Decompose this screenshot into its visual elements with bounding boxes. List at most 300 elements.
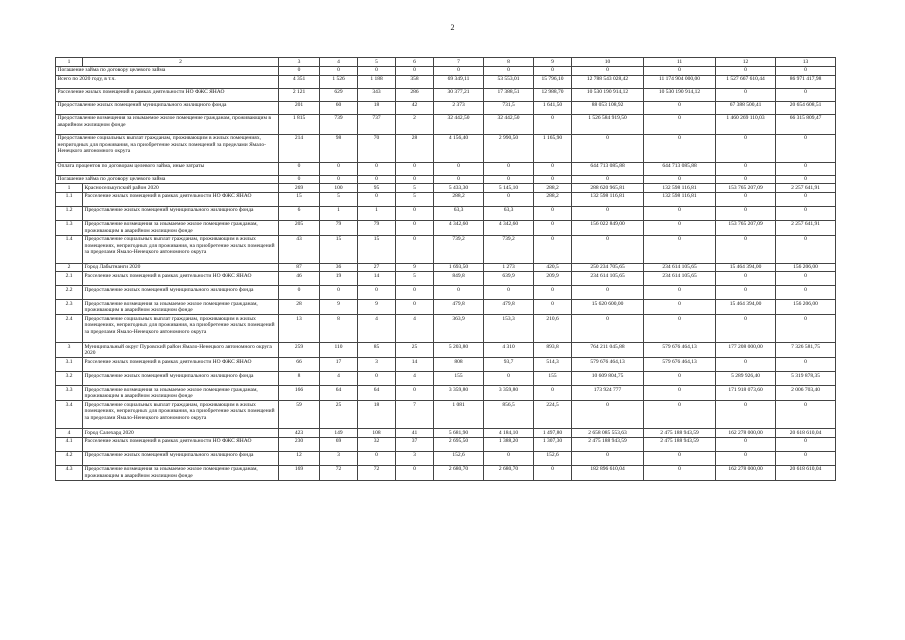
- row-name: Расселение жилых помещений в рамках деятельности НО ФЖС ЯНАО: [83, 437, 279, 451]
- column-header: 9: [534, 58, 572, 67]
- row-value: 0: [572, 206, 644, 220]
- row-value: 2 680,70: [484, 465, 534, 480]
- row-value: 0: [776, 88, 836, 101]
- row-value: 2 475 188 943,59: [572, 437, 644, 451]
- row-value: 579 676 464,13: [644, 343, 716, 358]
- row-value: 17 388,51: [484, 88, 534, 101]
- row-value: 4: [396, 315, 434, 343]
- row-value: 171 918 073,60: [716, 386, 776, 401]
- row-value: 2 006 703,40: [776, 386, 836, 401]
- row-value: 0: [396, 235, 434, 263]
- row-value: 20 618 610,04: [776, 465, 836, 480]
- row-value: 4 342,60: [434, 220, 484, 235]
- row-value: 0: [644, 372, 716, 386]
- row-value: 63,3: [434, 206, 484, 220]
- row-value: 36: [320, 263, 358, 272]
- row-value: 1 188: [358, 75, 396, 88]
- table-row: [56, 192, 836, 206]
- row-value: 6: [279, 206, 320, 220]
- row-value: 132 598 116,81: [644, 192, 716, 206]
- row-value: 4 156,40: [434, 134, 484, 162]
- row-value: 0: [534, 162, 572, 175]
- row-value: 25: [396, 343, 434, 358]
- row-value: 0: [534, 114, 572, 134]
- row-value: 0: [644, 465, 716, 480]
- row-value: 28: [279, 300, 320, 315]
- column-header: 4: [320, 58, 358, 67]
- row-value: 2 658 085 553,63: [572, 429, 644, 438]
- row-value: 25: [320, 401, 358, 429]
- row-value: 153 765 207,09: [716, 184, 776, 193]
- row-value: 182 896 610,04: [572, 465, 644, 480]
- row-value: 234 614 105,65: [644, 263, 716, 272]
- row-name: Погашение займа по договору целевого займа: [56, 175, 279, 184]
- row-value: 37: [396, 437, 434, 451]
- row-value: 100: [320, 184, 358, 193]
- page-number: 2: [450, 23, 455, 32]
- row-value: 0: [572, 134, 644, 162]
- row-number: 2.2: [56, 286, 83, 300]
- row-value: 286: [396, 88, 434, 101]
- row-name: Предоставление жилых помещений муниципального жилищного фонда: [83, 372, 279, 386]
- row-value: 11 174 904 000,00: [644, 75, 716, 88]
- row-value: 1 388,20: [484, 437, 534, 451]
- row-value: 72: [358, 465, 396, 480]
- row-value: 0: [534, 386, 572, 401]
- row-value: 162 278 000,00: [716, 465, 776, 480]
- row-value: 0: [434, 175, 484, 184]
- row-value: 0: [484, 372, 534, 386]
- row-value: 644 713 085,88: [644, 162, 716, 175]
- row-name: Предоставление возмещения за изымаемое жилое помещение гражданам, проживающим в аварийном жилищном фонде: [83, 300, 279, 315]
- row-value: 288,2: [534, 192, 572, 206]
- row-value: 0: [434, 66, 484, 75]
- row-value: 0: [534, 175, 572, 184]
- row-value: 579 676 464,13: [644, 358, 716, 372]
- row-value: 67 388 500,41: [716, 101, 776, 114]
- row-value: 2 373: [434, 101, 484, 114]
- row-value: 64: [358, 386, 396, 401]
- row-value: 5 289 926,40: [716, 372, 776, 386]
- row-value: 250 234 705,65: [572, 263, 644, 272]
- row-value: 32: [358, 437, 396, 451]
- row-value: 5: [320, 192, 358, 206]
- row-value: 1 815: [279, 114, 320, 134]
- row-value: 0: [716, 66, 776, 75]
- row-value: 5 203,80: [434, 343, 484, 358]
- row-value: 15: [358, 235, 396, 263]
- table-row: [56, 101, 836, 114]
- row-value: 166: [279, 386, 320, 401]
- row-name: Город Лабытнанги 2020: [83, 263, 279, 272]
- row-value: 1: [358, 206, 396, 220]
- row-value: 153,3: [484, 315, 534, 343]
- row-value: 224,5: [534, 401, 572, 429]
- row-value: 0: [396, 206, 434, 220]
- row-number: 4.1: [56, 437, 83, 451]
- row-value: 849,8: [434, 272, 484, 286]
- row-value: 64: [320, 386, 358, 401]
- row-value: 59: [279, 401, 320, 429]
- row-number: 1.3: [56, 220, 83, 235]
- row-value: 20 618 610,04: [776, 429, 836, 438]
- row-number: 2: [56, 263, 83, 272]
- row-value: 53 553,01: [484, 75, 534, 88]
- table-row: [56, 162, 836, 175]
- row-value: 79: [320, 220, 358, 235]
- row-value: 514,3: [534, 358, 572, 372]
- row-value: 85: [358, 343, 396, 358]
- column-header: 6: [396, 58, 434, 67]
- row-value: 8: [320, 315, 358, 343]
- row-value: 0: [572, 401, 644, 429]
- row-value: 12 788 543 028,42: [572, 75, 644, 88]
- row-number: 4: [56, 429, 83, 438]
- row-value: 69: [320, 437, 358, 451]
- row-value: 479,8: [484, 300, 534, 315]
- row-number: 1: [56, 184, 83, 193]
- row-value: 72: [320, 465, 358, 480]
- row-value: 5 145,10: [484, 184, 534, 193]
- row-value: 0: [484, 192, 534, 206]
- row-value: 0: [320, 66, 358, 75]
- row-value: 0: [776, 206, 836, 220]
- table-row: [56, 114, 836, 134]
- row-value: 1: [320, 206, 358, 220]
- row-value: 132 598 116,81: [572, 192, 644, 206]
- table-row: [56, 175, 836, 184]
- row-value: 173 924 777: [572, 386, 644, 401]
- row-value: 87: [279, 263, 320, 272]
- row-value: 4: [396, 372, 434, 386]
- row-value: 15 620 600,00: [572, 300, 644, 315]
- row-value: 0: [358, 192, 396, 206]
- row-value: 5 433,30: [434, 184, 484, 193]
- row-value: 14: [358, 272, 396, 286]
- row-value: 0: [358, 451, 396, 465]
- row-value: 27: [358, 263, 396, 272]
- row-value: 0: [644, 134, 716, 162]
- row-value: 0: [572, 451, 644, 465]
- row-value: 4 351: [279, 75, 320, 88]
- row-value: 42: [396, 101, 434, 114]
- row-value: 1 460 269 110,03: [716, 114, 776, 134]
- row-value: 2 475 188 943,59: [644, 437, 716, 451]
- row-number: 2.3: [56, 300, 83, 315]
- row-value: 808: [434, 358, 484, 372]
- row-value: 0: [279, 66, 320, 75]
- row-value: 0: [396, 300, 434, 315]
- row-name: Расселение жилых помещений в рамках деятельности НО ФЖС ЯНАО: [56, 88, 279, 101]
- row-value: 28: [396, 134, 434, 162]
- row-value: 43: [279, 235, 320, 263]
- row-value: 0: [279, 162, 320, 175]
- table-row: [56, 343, 836, 358]
- row-number: 1.4: [56, 235, 83, 263]
- row-value: 209,9: [534, 272, 572, 286]
- row-value: 0: [644, 401, 716, 429]
- row-value: 1 693,50: [434, 263, 484, 272]
- table-row: [56, 358, 836, 372]
- row-value: 0: [776, 286, 836, 300]
- row-value: 14: [396, 358, 434, 372]
- column-header: 8: [484, 58, 534, 67]
- row-name: Предоставление социальных выплат гражданам, проживающим в жилых помещениях, непригодных для проживания, на приобретение жилых помещений за пределами Ямало-Ненецкого автономного округа: [83, 235, 279, 263]
- row-value: 149: [320, 429, 358, 438]
- row-name: Погашение займа по договору целевого займа: [56, 66, 279, 75]
- row-value: 0: [572, 66, 644, 75]
- table-row: [56, 465, 836, 480]
- row-value: 0: [716, 134, 776, 162]
- row-value: 30 377,21: [434, 88, 484, 101]
- row-value: 0: [534, 206, 572, 220]
- row-value: 132 598 116,81: [644, 184, 716, 193]
- row-value: 8: [279, 372, 320, 386]
- row-name: Расселение жилых помещений в рамках деятельности НО ФЖС ЯНАО: [83, 272, 279, 286]
- row-value: 60: [320, 101, 358, 114]
- table-header-row: [56, 58, 836, 67]
- row-value: 15 464 394,00: [716, 263, 776, 272]
- row-value: 41: [396, 429, 434, 438]
- row-value: 639,9: [484, 272, 534, 286]
- row-value: 0: [396, 220, 434, 235]
- row-value: 0: [776, 175, 836, 184]
- table-row: [56, 401, 836, 429]
- row-value: 18: [358, 101, 396, 114]
- row-value: 152,6: [534, 451, 572, 465]
- table-row: [56, 184, 836, 193]
- row-value: 739,2: [434, 235, 484, 263]
- row-value: 0: [716, 192, 776, 206]
- row-value: 0: [776, 134, 836, 162]
- row-value: 0: [484, 66, 534, 75]
- row-value: 0: [776, 401, 836, 429]
- row-name: Расселение жилых помещений в рамках деятельности НО ФЖС ЯНАО: [83, 358, 279, 372]
- row-value: 70: [358, 134, 396, 162]
- row-value: 343: [358, 88, 396, 101]
- row-value: 0: [572, 235, 644, 263]
- row-name: Расселение жилых помещений в рамках деятельности НО ФЖС ЯНАО: [83, 192, 279, 206]
- row-value: 155: [534, 372, 572, 386]
- row-value: 269: [279, 184, 320, 193]
- row-number: 2.1: [56, 272, 83, 286]
- row-value: 2 680,70: [434, 465, 484, 480]
- row-value: 0: [716, 175, 776, 184]
- row-value: 0: [358, 175, 396, 184]
- row-name: Предоставление жилых помещений муниципального жилищного фонда: [83, 451, 279, 465]
- row-value: 0: [534, 286, 572, 300]
- row-value: 288,2: [434, 192, 484, 206]
- row-name: Предоставление социальных выплат гражданам, проживающим в жилых помещениях, непригодных для проживания, на приобретение жилых помещений за пределами Ямало-Ненецкого автономного округа: [83, 401, 279, 429]
- row-value: 9: [358, 300, 396, 315]
- row-name: Всего по 2020 году, в т.ч.: [56, 75, 279, 88]
- row-value: 5: [396, 192, 434, 206]
- row-value: 0: [358, 372, 396, 386]
- row-value: 66: [279, 358, 320, 372]
- row-name: Предоставление возмещения за изымаемое жилое помещение гражданам, проживающим в аварийном жилищном фонде: [83, 386, 279, 401]
- table-row: [56, 134, 836, 162]
- row-value: 19: [320, 272, 358, 286]
- row-value: 739,2: [484, 235, 534, 263]
- row-value: 169: [279, 465, 320, 480]
- row-value: 2 475 188 943,59: [644, 429, 716, 438]
- row-number: 1.1: [56, 192, 83, 206]
- row-value: 9: [320, 300, 358, 315]
- row-value: 0: [358, 162, 396, 175]
- row-value: 153 765 207,09: [716, 220, 776, 235]
- row-name: Красноселькупский район 2020: [83, 184, 279, 193]
- column-header: 11: [644, 58, 716, 67]
- row-value: 32 442,50: [484, 114, 534, 134]
- row-value: 10 530 190 914,12: [572, 88, 644, 101]
- row-value: 856,5: [484, 401, 534, 429]
- row-name: Предоставление социальных выплат гражданам, проживающим в жилых помещениях, непригодных для проживания, на приобретение жилых помещений за пределами Ямало-Ненецкого автономного округа: [56, 134, 279, 162]
- row-number: 4.2: [56, 451, 83, 465]
- row-value: 2 990,50: [484, 134, 534, 162]
- row-value: 0: [572, 315, 644, 343]
- row-number: 3.2: [56, 372, 83, 386]
- row-number: 3.4: [56, 401, 83, 429]
- row-value: 0: [572, 286, 644, 300]
- table-row: [56, 235, 836, 263]
- row-value: 0: [534, 66, 572, 75]
- row-value: 0: [534, 300, 572, 315]
- row-value: 0: [644, 315, 716, 343]
- table-row: [56, 75, 836, 88]
- row-value: 1 307,30: [534, 437, 572, 451]
- row-value: 10 609 804,75: [572, 372, 644, 386]
- table-row: [56, 66, 836, 75]
- row-value: 0: [716, 162, 776, 175]
- row-value: 156 206,00: [776, 300, 836, 315]
- row-value: 20 654 608,51: [776, 101, 836, 114]
- row-value: 1 526 584 919,50: [572, 114, 644, 134]
- row-value: 1 081: [434, 401, 484, 429]
- row-value: 0: [534, 465, 572, 480]
- row-value: 0: [396, 286, 434, 300]
- row-value: 3: [358, 358, 396, 372]
- row-value: 0: [572, 175, 644, 184]
- row-number: 2.4: [56, 315, 83, 343]
- row-name: Предоставление социальных выплат гражданам, проживающим в жилых помещениях, непригодных для проживания, на приобретение жилых помещений за пределами Ямало-Ненецкого автономного округа: [83, 315, 279, 343]
- row-value: 234 614 105,65: [644, 272, 716, 286]
- row-value: 0: [320, 286, 358, 300]
- row-value: 0: [644, 114, 716, 134]
- table-row: [56, 272, 836, 286]
- table-row: [56, 429, 836, 438]
- row-value: 0: [434, 162, 484, 175]
- row-value: 156 022 849,00: [572, 220, 644, 235]
- row-value: 0: [716, 235, 776, 263]
- column-header: 10: [572, 58, 644, 67]
- row-value: 579 676 464,13: [572, 358, 644, 372]
- row-value: 4: [358, 315, 396, 343]
- row-value: 0: [716, 437, 776, 451]
- row-value: 12: [279, 451, 320, 465]
- row-value: 5: [396, 184, 434, 193]
- row-value: 0: [534, 235, 572, 263]
- row-value: 110: [320, 343, 358, 358]
- row-value: 2: [396, 114, 434, 134]
- row-value: 234 614 105,65: [572, 272, 644, 286]
- row-value: 0: [776, 437, 836, 451]
- row-value: 0: [716, 358, 776, 372]
- row-value: 5: [396, 272, 434, 286]
- row-value: 0: [644, 300, 716, 315]
- row-value: 479,8: [434, 300, 484, 315]
- row-value: 230: [279, 437, 320, 451]
- row-value: 0: [484, 451, 534, 465]
- row-value: 18: [358, 401, 396, 429]
- row-value: 423: [279, 429, 320, 438]
- row-value: 0: [776, 358, 836, 372]
- row-value: 108: [358, 429, 396, 438]
- row-value: 4 184,10: [484, 429, 534, 438]
- row-value: 0: [716, 315, 776, 343]
- table-row: [56, 386, 836, 401]
- table-row: [56, 437, 836, 451]
- column-header: 1: [56, 58, 83, 67]
- row-value: 0: [279, 286, 320, 300]
- row-value: 0: [484, 175, 534, 184]
- row-value: 162 278 000,00: [716, 429, 776, 438]
- row-value: 0: [716, 401, 776, 429]
- row-value: 739: [320, 114, 358, 134]
- row-value: 1 526: [320, 75, 358, 88]
- row-name: Предоставление жилых помещений муниципального жилищного фонда: [83, 206, 279, 220]
- row-value: 0: [358, 66, 396, 75]
- data-table: [55, 57, 836, 481]
- row-value: 0: [644, 206, 716, 220]
- row-value: 155: [434, 372, 484, 386]
- row-value: 9: [396, 263, 434, 272]
- row-value: 0: [716, 286, 776, 300]
- row-name: Предоставление возмещения за изымаемое жилое помещение гражданам, проживающим в аварийном жилищном фонде: [56, 114, 279, 134]
- row-value: 156 206,00: [776, 263, 836, 272]
- row-value: 0: [320, 162, 358, 175]
- row-value: 12 988,70: [534, 88, 572, 101]
- row-value: 210,6: [534, 315, 572, 343]
- row-value: 893,8: [534, 343, 572, 358]
- row-value: 0: [644, 175, 716, 184]
- row-value: 0: [776, 192, 836, 206]
- row-value: 0: [279, 175, 320, 184]
- row-value: 0: [644, 235, 716, 263]
- row-name: Муниципальный округ Пуровский район Ямало-Ненецкого автономного округа 2020: [83, 343, 279, 358]
- row-value: 420,5: [534, 263, 572, 272]
- row-value: 363,9: [434, 315, 484, 343]
- row-value: 1 641,50: [534, 101, 572, 114]
- row-value: 66 315 809,47: [776, 114, 836, 134]
- table-row: [56, 206, 836, 220]
- row-number: 1.2: [56, 206, 83, 220]
- row-name: Город Салехард 2020: [83, 429, 279, 438]
- row-value: 3 359,80: [484, 386, 534, 401]
- row-value: 764 211 045,88: [572, 343, 644, 358]
- row-value: 288 620 965,81: [572, 184, 644, 193]
- column-header: 5: [358, 58, 396, 67]
- row-value: 0: [716, 451, 776, 465]
- row-name: Предоставление возмещения за изымаемое жилое помещение гражданам, проживающим в аварийном жилищном фонде: [83, 220, 279, 235]
- row-value: 0: [776, 272, 836, 286]
- row-value: 1 497,80: [534, 429, 572, 438]
- row-value: 10 530 190 914,12: [644, 88, 716, 101]
- row-value: 0: [396, 66, 434, 75]
- row-value: 201: [279, 101, 320, 114]
- row-value: 0: [358, 286, 396, 300]
- row-value: 737: [358, 114, 396, 134]
- row-value: 0: [644, 451, 716, 465]
